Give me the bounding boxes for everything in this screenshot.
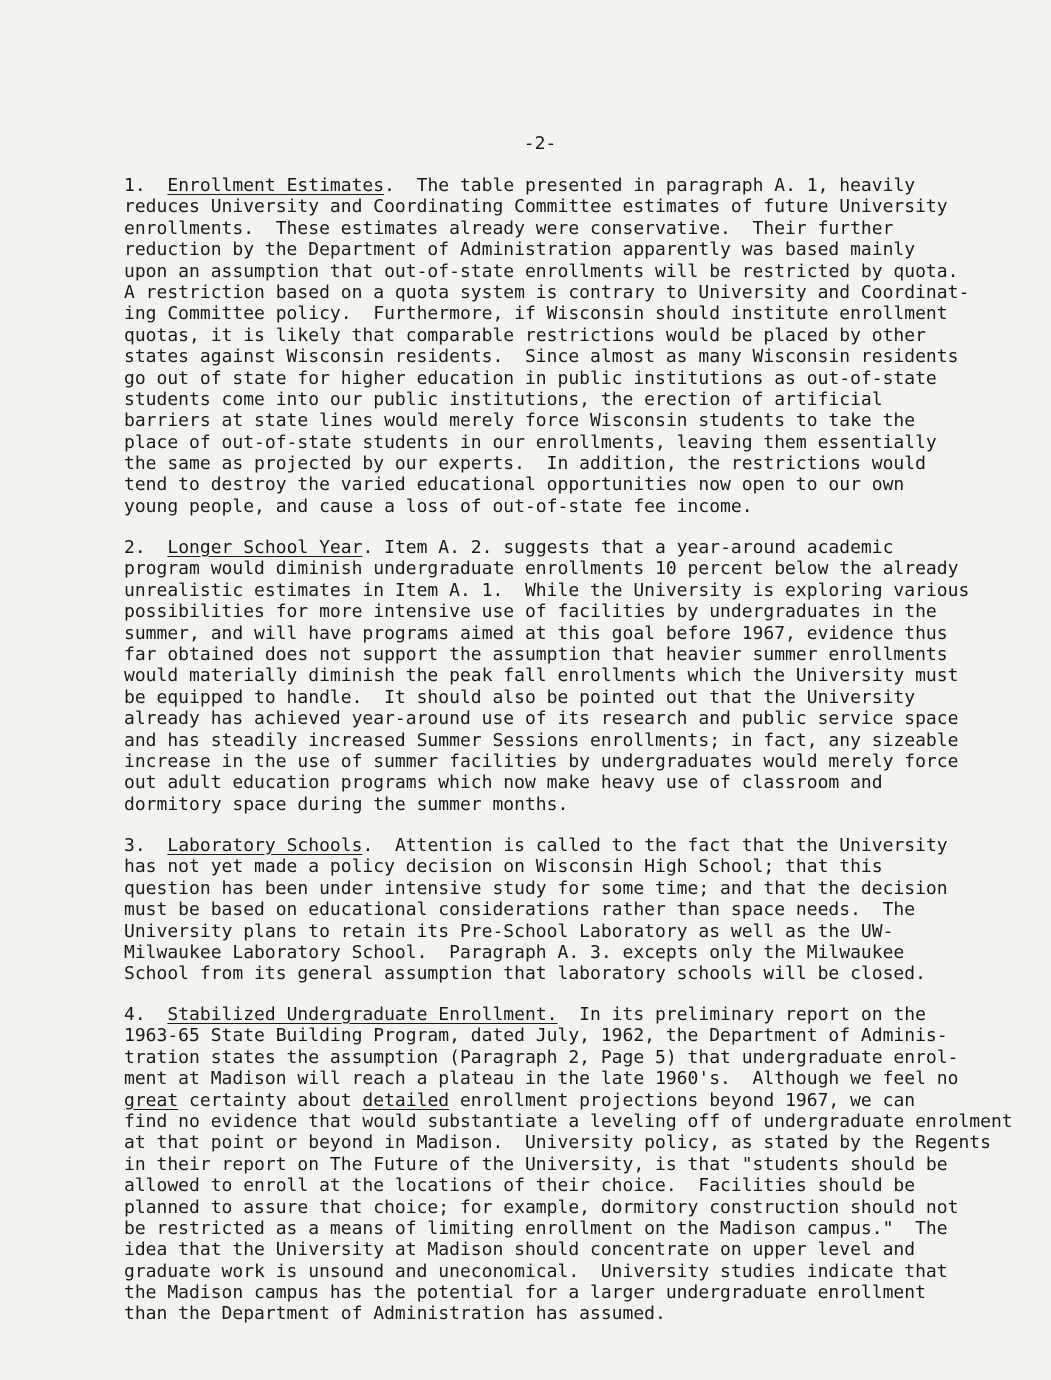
item-number: 3. — [124, 835, 168, 856]
line-text: certainty about — [178, 1089, 363, 1111]
line-text: In its preliminary report on the — [557, 1004, 926, 1025]
text-line — [124, 261, 969, 282]
line-text: . Attention is called to the fact that the University — [362, 835, 948, 856]
text-line — [124, 1154, 1013, 1175]
line-text: question has been under intensive study for some time; and that the decision — [124, 877, 948, 899]
line-text: 1963-65 State Building Program, dated July, 1962, the Department of Adminis- — [124, 1025, 948, 1047]
line-text: planned to assure that choice; for example, dormitory construction should not — [124, 1196, 959, 1218]
text-line — [124, 1025, 1013, 1046]
line-text: would materially diminish the peak fall enrollments which the University must — [124, 665, 959, 687]
text-line — [124, 730, 969, 751]
text-line — [124, 496, 969, 517]
line-text: enrollments. These estimates already were conservative. Their further — [124, 217, 894, 239]
text-line — [124, 1111, 1013, 1132]
text-line — [124, 665, 969, 686]
text-line — [124, 239, 969, 260]
section-heading: Stabilized Undergraduate Enrollment. — [167, 1004, 558, 1025]
text-line — [124, 282, 969, 303]
section-heading: Enrollment Estimates — [167, 175, 385, 196]
text-line — [124, 623, 969, 644]
text-line — [124, 368, 969, 389]
line-text: far obtained does not support the assumption that heavier summer enrollments — [124, 643, 948, 665]
text-line — [124, 856, 948, 877]
line-text: the same as projected by our experts. In addition, the restrictions would — [124, 453, 926, 475]
text-line — [124, 580, 969, 601]
item-number: 1. — [124, 175, 168, 196]
line-text: allowed to enroll at the locations of their choice. Facilities should be — [124, 1175, 916, 1197]
line-text: has not yet made a policy decision on Wisconsin High School; that this — [124, 856, 883, 878]
line-text: idea that the University at Madison should concentrate on upper level and — [124, 1239, 916, 1261]
line-text: dormitory space during the summer months. — [124, 793, 569, 815]
line-text: ment at Madison will reach a plateau in the late 1960's. Although we feel no — [124, 1068, 959, 1090]
line-text: in their report on The Future of the University, is that "students should be — [124, 1153, 948, 1175]
text-line — [124, 474, 969, 495]
line-text: place of out-of-state students in our enrollments, leaving them essentially — [124, 431, 937, 453]
text-line — [124, 751, 969, 772]
line-text: Milwaukee Laboratory School. Paragraph A. 3. excepts only the Milwaukee — [124, 941, 905, 963]
line-text: increase in the use of summer facilities by undergraduates would merely force — [124, 750, 959, 772]
paragraph-stabilized-enrollment — [124, 1004, 1013, 1325]
text-line — [124, 942, 948, 963]
line-text: upon an assumption that out-of-state enrollments will be restricted by quota. — [124, 260, 959, 282]
line-text: young people, and cause a loss of out-of-state fee income. — [124, 495, 753, 517]
text-line — [124, 1175, 1013, 1196]
text-line — [124, 346, 969, 367]
line-text: graduate work is unsound and uneconomical. University studies indicate that — [124, 1260, 948, 1282]
text-line — [124, 921, 948, 942]
line-text: possibilities for more intensive use of facilities by undergraduates in the — [124, 601, 937, 623]
line-text: at that point or beyond in Madison. University policy, as stated by the Regents — [124, 1132, 991, 1154]
line-text: be restricted as a means of limiting enrollment on the Madison campus." The — [124, 1217, 948, 1239]
text-line — [124, 389, 969, 410]
line-text: than the Department of Administration has assumed. — [124, 1303, 666, 1325]
line-text: enrollment projections beyond 1967, we can — [449, 1089, 916, 1111]
line-text: barriers at state lines would merely force Wisconsin students to take the — [124, 410, 916, 432]
text-line — [124, 687, 969, 708]
line-text: reduction by the Department of Administration apparently was based mainly — [124, 239, 916, 261]
text-line — [124, 708, 969, 729]
line-text: summer, and will have programs aimed at this goal before 1967, evidence thus — [124, 622, 948, 644]
text-line — [124, 1197, 1013, 1218]
item-number: 2. — [124, 537, 168, 558]
paragraph-longer-school-year — [124, 537, 969, 815]
text-line — [124, 410, 969, 431]
text-line — [124, 1004, 1013, 1025]
paragraph-enrollment-estimates — [124, 175, 969, 517]
text-line — [124, 1218, 1013, 1239]
line-text: University plans to retain its Pre-School Laboratory as well as the UW- — [124, 920, 894, 942]
text-line — [124, 601, 969, 622]
line-text: the Madison campus has the potential for a larger undergraduate enrollment — [124, 1282, 926, 1304]
line-text: reduces University and Coordinating Committee estimates of future University — [124, 196, 948, 218]
section-heading: Longer School Year — [167, 537, 363, 558]
text-line — [124, 1047, 1013, 1068]
text-line — [124, 1261, 1013, 1282]
text-line — [124, 1239, 1013, 1260]
line-text: . Item A. 2. suggests that a year-around academic — [362, 537, 894, 558]
text-line — [124, 196, 969, 217]
line-text: . The table presented in paragraph A. 1, heavily — [384, 175, 916, 196]
text-line — [124, 1090, 1013, 1111]
line-text: ing Committee policy. Furthermore, if Wisconsin should institute enrollment — [124, 303, 948, 325]
line-text: states against Wisconsin residents. Since almost as many Wisconsin residents — [124, 346, 959, 368]
text-line — [124, 1303, 1013, 1324]
text-line — [124, 1282, 1013, 1303]
page-number: -2- — [523, 133, 557, 154]
text-line — [124, 899, 948, 920]
text-line — [124, 835, 948, 856]
line-text: quotas, it is likely that comparable restrictions would be placed by other — [124, 324, 926, 346]
line-text: A restriction based on a quota system is contrary to University and Coordinat- — [124, 281, 970, 303]
text-line — [124, 537, 969, 558]
text-line — [124, 325, 969, 346]
text-line — [124, 878, 948, 899]
text-line — [124, 453, 969, 474]
line-text: out adult education programs which now make heavy use of classroom and — [124, 772, 883, 794]
text-line — [124, 644, 969, 665]
item-number: 4. — [124, 1004, 168, 1025]
text-line — [124, 175, 969, 196]
emphasized-word: great — [124, 1089, 179, 1111]
text-line — [124, 558, 969, 579]
line-text: tration states the assumption (Paragraph 2, Page 5) that undergraduate enrol- — [124, 1046, 959, 1068]
emphasized-word: detailed — [362, 1089, 450, 1111]
text-line — [124, 963, 948, 984]
text-line — [124, 1068, 1013, 1089]
text-line — [124, 218, 969, 239]
text-line — [124, 1132, 1013, 1153]
text-line — [124, 303, 969, 324]
line-text: must be based on educational considerations rather than space needs. The — [124, 899, 916, 921]
line-text: find no evidence that would substantiate a leveling off of undergraduate enrolment — [124, 1110, 1013, 1132]
line-text: go out of state for higher education in public institutions as out-of-state — [124, 367, 937, 389]
line-text: already has achieved year-around use of its research and public service space — [124, 708, 959, 730]
text-line — [124, 794, 969, 815]
section-heading: Laboratory Schools — [167, 835, 363, 856]
text-line — [124, 772, 969, 793]
line-text: tend to destroy the varied educational opportunities now open to our own — [124, 474, 905, 496]
line-text: unrealistic estimates in Item A. 1. While the University is exploring various — [124, 579, 970, 601]
line-text: students come into our public institutions, the erection of artificial — [124, 388, 883, 410]
line-text: School from its general assumption that laboratory schools will be closed. — [124, 963, 926, 985]
line-text: be equipped to handle. It should also be pointed out that the University — [124, 686, 916, 708]
line-text: program would diminish undergraduate enrollments 10 percent below the already — [124, 558, 959, 580]
text-line — [124, 432, 969, 453]
line-text: and has steadily increased Summer Sessions enrollments; in fact, any sizeable — [124, 729, 959, 751]
paragraph-laboratory-schools — [124, 835, 948, 985]
